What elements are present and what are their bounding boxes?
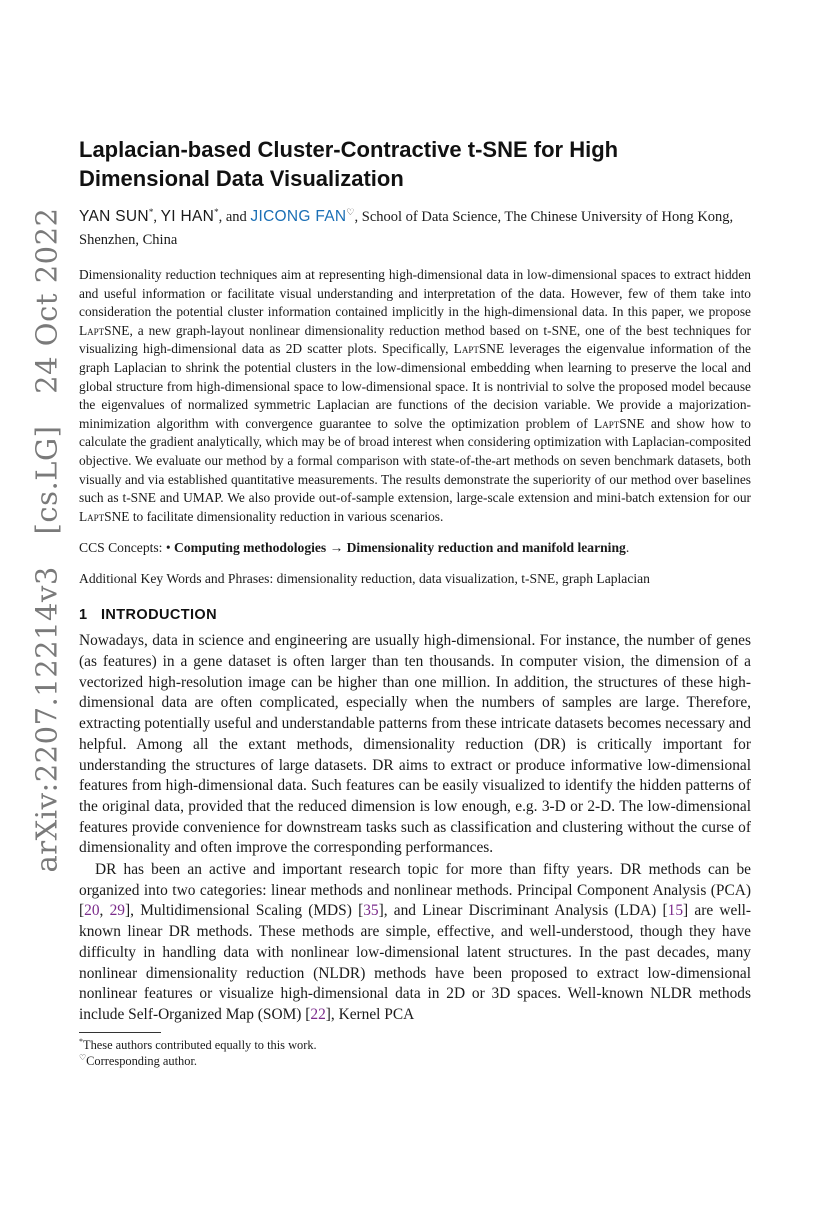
arxiv-category: [cs.LG] (29, 425, 63, 535)
arxiv-id: arXiv:2207.12214v3 (29, 566, 63, 873)
paragraph-text: DR has been an active and important research topic for more than fifty years. DR methods can be organized into two categories: linear methods and nonlinear methods. Principal Component Analysis (PCA) [ (79, 861, 751, 920)
citation-link[interactable]: 20 (84, 902, 100, 920)
citation-link[interactable]: 15 (667, 902, 684, 920)
paragraph-text: ], Kernel PCA (325, 1005, 415, 1023)
keywords: Additional Key Words and Phrases: dimensionality reduction, data visualization, t-SNE, graph Laplacian (79, 571, 650, 587)
author-yan-sun: YAN SUN (79, 208, 149, 225)
affiliation: , School of Data Science, The Chinese University of Hong Kong, Shenzhen, China (79, 209, 734, 248)
citation-link[interactable]: 22 (310, 1005, 326, 1023)
author-jicong-fan-link[interactable]: JICONG FAN (250, 208, 347, 225)
intro-paragraph-1: Nowadays, data in science and engineering are usually high-dimensional. For instance, the number of genes (as features) in a gene dataset is often larger than ten thousands. In computer vision, the dimension of a vectorized high-resolution image can be higher than one million. In addition, the structures of these high-dimensional data are often complicated, especially when the numbers of samples are large. Therefore, extracting potentially useful and understandable patterns from these intricate datasets becomes necessary and helpful. Among all the extant methods, dimensionality reduction (DR) is critically important for understanding the structures of large datasets. DR aims to extract or produce informative low-dimensional features from high-dimensional data. Such features can be easily visualized to identify the hidden patterns of the original data, provided that the reduced dimension is low enough, e.g. 3-D or 2-D. The low-dimensional features provide convenience for downstream tasks such as classification and clustering without the curse of dimensionality and often improve the corresponding performances. (79, 632, 751, 857)
footnote-corresponding-author (79, 1053, 751, 1070)
section-heading-introduction (79, 606, 751, 625)
intro-paragraph-2 (79, 860, 751, 1026)
abstract-text: Dimensionality reduction techniques aim at representing high-dimensional data in low-dimensional spaces to extract hidden and useful information or facilitate visual understanding and interpretation of the data. However, few of them take into consideration the potential cluster information contained implicitly in the high-dimensional data. In this paper, we propose (79, 267, 751, 320)
method-name: LaptSNE (594, 415, 645, 431)
footnote-mark: * (79, 1036, 83, 1046)
ccs-concept: Computing methodologies → Dimensionality reduction and manifold learning (174, 540, 626, 556)
author-yi-han: YI HAN (160, 208, 215, 225)
abstract-text: to facilitate dimensionality reduction in various scenarios. (129, 508, 444, 524)
author-separator: , (153, 209, 161, 225)
equal-contribution-mark: * (214, 207, 219, 218)
paragraph-text: ] are well-known linear DR methods. These methods are simple, effective, and well-understood, though they have difficulty in handling data with nonlinear low-dimensional latent structures. In the past decades, many nonlinear dimensionality reduction (NLDR) methods have been proposed to extract low-dimensional nonlinear features or visualize high-dimensional data in 2D or 3D spaces. Well-known NLDR methods include Self-Organized Map (SOM) [ (79, 902, 752, 1023)
arxiv-sidebar-stamp (24, 207, 68, 873)
citation-link[interactable]: 35 (363, 902, 379, 920)
citation-link[interactable]: 29 (109, 902, 125, 920)
abstract-text: , a new graph-layout nonlinear dimensionality reduction method based on t-SNE, one of the best techniques for visualizing high-dimensional data as 2D scatter plots. Specifically, (79, 322, 751, 357)
equal-contribution-mark: * (148, 207, 154, 218)
footnote-equal-contribution (79, 1037, 751, 1054)
paper-page (79, 135, 751, 1070)
section-title: INTRODUCTION (101, 607, 217, 624)
arxiv-date: 24 Oct 2022 (29, 207, 63, 394)
method-name: LaptSNE (453, 341, 505, 357)
paper-title: Laplacian-based Cluster-Contractive t-SNE for High Dimensional Data Visualization (79, 137, 619, 191)
author-block (79, 205, 751, 252)
method-name: LaptSNE (79, 322, 130, 338)
paragraph-text: ], Multidimensional Scaling (MDS) [ (125, 902, 364, 920)
ccs-label: CCS Concepts: • (79, 540, 175, 556)
footnote-divider (79, 1032, 161, 1033)
footnote-text: Corresponding author. (86, 1054, 197, 1069)
paragraph-text: ], and Linear Discriminant Analysis (LDA) [ (378, 902, 668, 920)
method-name: LaptSNE (79, 508, 130, 524)
footnote-text: These authors contributed equally to this work. (83, 1037, 317, 1052)
corresponding-author-mark: ♡ (346, 207, 355, 218)
footnote-mark: ♡ (79, 1053, 87, 1063)
abstract-text: leverages the eigenvalue information of the graph Laplacian to shrink the potential clusters in the low-dimensional embedding when learning to preserve the local and global structure from high-dimensional space to low-dimensional space. It is nontrivial to solve the proposed model because the eigenvalues of normalized symmetric Laplacian are functions of the decision variable. We provide a majorization-minimization algorithm with convergence guarantee to solve the optimization problem of (79, 341, 751, 431)
abstract (79, 266, 751, 526)
ccs-end: . (625, 540, 630, 556)
paragraph-text: , (99, 902, 110, 920)
ccs-concepts (79, 538, 751, 557)
section-number: 1 (79, 607, 88, 624)
author-separator: , and (218, 209, 251, 225)
abstract-text: and show how to calculate the gradient analytically, which may be of broad interest when considering optimization with Laplacian-composited objective. We evaluate our method by a formal comparison with state-of-the-art methods on seven benchmark datasets, both visually and via established quantitative measurements. The results demonstrate the superiority of our method over baselines such as t-SNE and UMAP. We also provide out-of-sample extension, large-scale extension and mini-batch extension for our (79, 415, 751, 506)
